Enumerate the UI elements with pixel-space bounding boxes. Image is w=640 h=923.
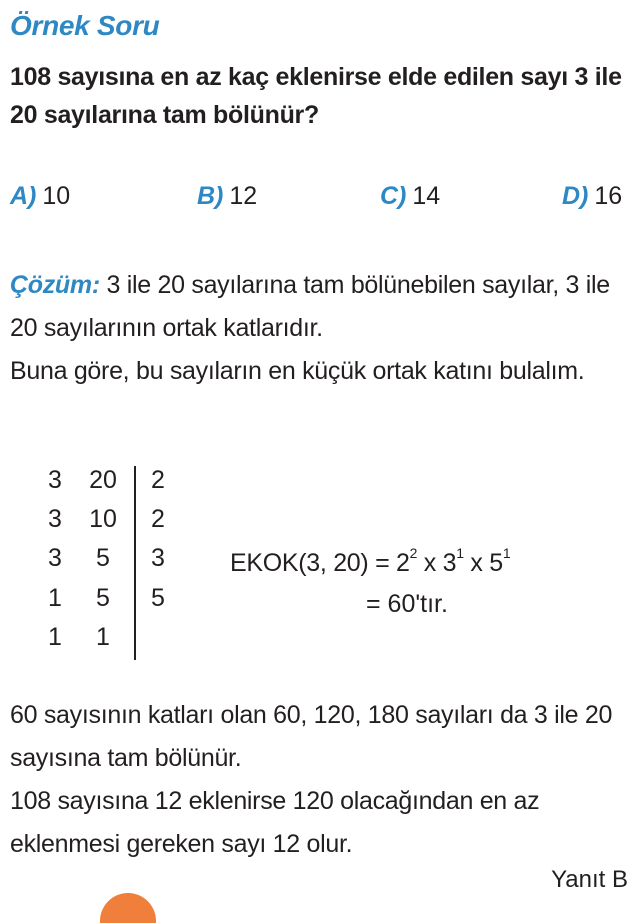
ekok-times-2: x: [463, 549, 490, 577]
option-a: [10, 182, 70, 211]
option-b: [197, 182, 257, 211]
option-b-letter: B): [197, 182, 224, 210]
solution-label: Çözüm:: [10, 271, 100, 299]
option-d-letter: D): [562, 182, 589, 210]
option-c-value: 14: [412, 182, 441, 210]
ekok-exponent-1: 2: [409, 545, 418, 561]
option-b-value: 12: [229, 182, 258, 210]
example-heading: Örnek Soru: [10, 10, 160, 41]
table-cell-a: 3: [48, 466, 62, 494]
ekok-base-1: 2: [396, 549, 410, 577]
table-cell-a: 1: [48, 584, 62, 612]
table-divisor: 2: [151, 466, 165, 494]
option-d-value: 16: [594, 182, 623, 210]
option-c: [380, 182, 440, 211]
ekok-exponent-3: 1: [502, 545, 511, 561]
answer-text: Yanıt B: [551, 866, 628, 893]
solution-text-1: 3 ile 20 sayılarına tam bölünebilen sayılar, 3 ile 20 sayılarının ortak katlarıdır.: [10, 271, 610, 342]
solution-paragraph-2: Buna göre, bu sayıların en küçük ortak katını bulalım.: [10, 357, 585, 385]
table-cell-a: 3: [48, 505, 62, 533]
table-cell-b: 20: [89, 466, 117, 494]
ekok-exponent-2: 1: [456, 545, 464, 561]
ekok-result: = 60'tır.: [366, 590, 448, 618]
division-divider-line: [134, 466, 136, 660]
table-cell-a: 1: [48, 623, 62, 651]
option-c-letter: C): [380, 182, 407, 210]
ekok-times-1: x: [417, 549, 443, 577]
table-cell-b: 5: [96, 544, 110, 572]
ekok-base-3: 5: [489, 549, 503, 577]
option-d: [562, 182, 622, 211]
option-a-value: 10: [42, 182, 71, 210]
conclusion-paragraph-2: 108 sayısına 12 eklenirse 120 olacağından en az eklenmesi gereken sayı 12 olur.: [10, 787, 540, 858]
table-cell-b: 1: [96, 623, 110, 651]
table-divisor: 3: [151, 544, 165, 572]
division-table: [0, 462, 220, 662]
table-cell-b: 10: [89, 505, 117, 533]
table-divisor: 2: [151, 505, 165, 533]
ekok-equation: [230, 545, 511, 578]
option-a-letter: A): [10, 182, 37, 210]
conclusion-paragraph-1: 60 sayısının katları olan 60, 120, 180 sayıları da 3 ile 20 sayısına tam bölünür.: [10, 701, 613, 772]
orange-page-marker: [100, 893, 156, 923]
question-text: 108 sayısına en az kaç eklenirse elde edilen sayı 3 ile 20 sayılarına tam bölünür?: [10, 63, 622, 129]
table-cell-a: 3: [48, 544, 62, 572]
table-divisor: 5: [151, 584, 165, 612]
solution-paragraph-1: [10, 264, 632, 350]
ekok-lhs: EKOK(3, 20) =: [230, 549, 397, 577]
ekok-base-2: 3: [442, 549, 457, 577]
table-cell-b: 5: [96, 584, 110, 612]
